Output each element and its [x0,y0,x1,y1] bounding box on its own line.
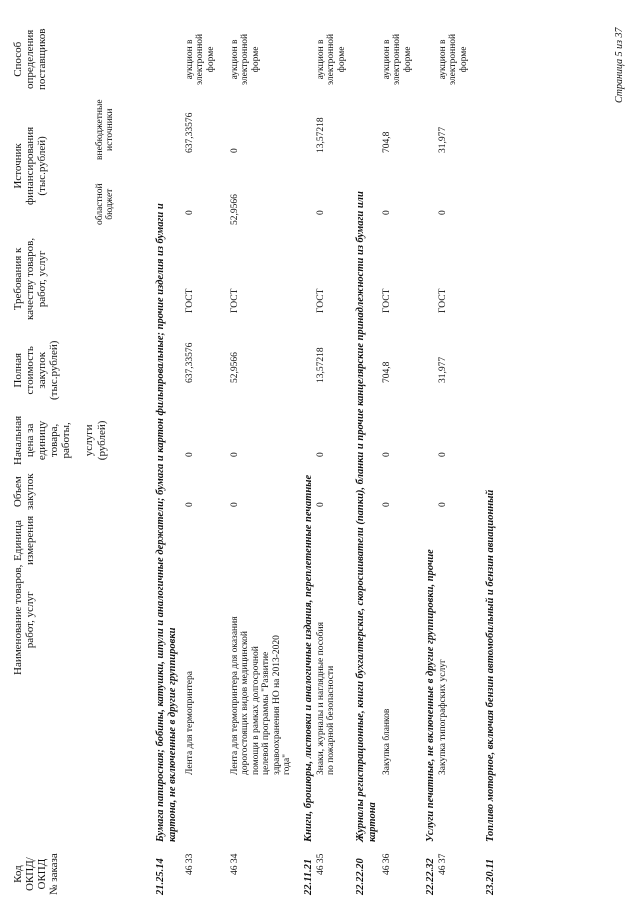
row-extra: 704,8 [382,131,392,153]
row-requirements: ГОСТ [382,288,392,313]
row-name: Лента для термопринтера для оказания дорогостоящих видов медицинской помощи в рамках долгосрочной целевой программы "Развитие здравоохранения НО на 2013-2020 года" [230,616,293,775]
row-volume: 0 [382,502,392,507]
row-requirements: ГОСТ [316,288,326,313]
row-method: аукцион в электронной форме [438,33,469,85]
row-regional: 0 [316,210,326,215]
row-requirements: ГОСТ [438,288,448,313]
row-code: 46 36 [382,853,392,875]
row-volume: 0 [185,502,195,507]
group-title: Журналы регистрационные, книги бухгалтерские, скоросшиватели (папки), бланки и прочие канцелярские принадлежности из бумаги или картона [355,191,378,842]
row-code: 46 37 [438,853,448,875]
row-total: 31,977 [438,356,448,383]
row-name: Лента для термопринтера [185,671,195,775]
header-start-price: Начальная цена за единицу товара, работы, услуги (рублей) [12,415,108,465]
row-name: Знаки, журналы и наглядные пособия по пожарной безопасности [316,622,337,775]
row-price: 0 [382,452,392,457]
row-extra: 13,57218 [316,117,326,153]
row-name: Закупка бланков [382,708,392,775]
row-method: аукцион в электронной форме [382,33,413,85]
group-title: Книги, брошюры, листовки и аналогичные издания, переплетенные печатные [303,474,314,842]
row-code: 46 34 [230,853,240,875]
row-total: 52,9566 [230,352,240,383]
group-code: 23.20.11 [485,858,496,895]
row-extra: 637,33576 [185,112,195,153]
row-volume: 0 [230,502,240,507]
header-unit: Единица измерения [12,515,37,565]
row-regional: 52,9566 [230,194,240,225]
row-regional: 0 [185,210,195,215]
page-number: Страница 5 из 37 [614,27,625,103]
header-source-extrabudget: внебюджетные источники [95,99,116,160]
header-source: Источник финансирования (тыс.рублей) [12,126,49,205]
row-method: аукцион в электронной форме [230,33,261,85]
row-price: 0 [230,452,240,457]
row-price: 0 [185,452,195,457]
header-source-regional: областной бюджет [95,183,116,225]
row-total: 13,57218 [316,347,326,383]
row-method: аукцион в электронной форме [185,33,216,85]
row-name: Закупка типографских услуг [438,659,448,775]
group-title: Бумага папиросная; бобины, катушки, шпули и аналогичные держатели; бумага и картон фильтровальные; прочие изделия из бумаги и картона, не включенные в другие группировки [155,203,178,842]
group-code: 22.11.21 [303,858,314,895]
group-title: Услуги печатные, не включенные в другие группировки, прочие [425,549,436,842]
row-total: 637,33576 [185,342,195,383]
row-extra: 31,977 [438,126,448,153]
header-requirements: Требования к качеству товаров, работ, услуг [12,237,49,320]
group-code: 21.25.14 [155,858,166,895]
header-name: Наименование товаров, работ, услуг [12,564,37,675]
row-code: 46 35 [316,853,326,875]
row-price: 0 [438,452,448,457]
row-requirements: ГОСТ [230,288,240,313]
row-price: 0 [316,452,326,457]
group-code: 22.22.32 [425,858,436,895]
row-total: 704,8 [382,361,392,383]
group-code: 22.22.20 [355,858,366,895]
row-volume: 0 [438,502,448,507]
header-full-cost: Полная стоимость закупок (тыс.рублей) [12,340,61,400]
row-code: 46 33 [185,853,195,875]
row-volume: 0 [316,502,326,507]
header-code: Код ОКПД/ ОКПД № заказа [12,853,61,895]
header-method: Способ определения поставщиков [12,28,49,90]
row-requirements: ГОСТ [185,288,195,313]
group-title: Топливо моторное, включая бензин автомобильный и бензин авиационный [485,489,496,842]
row-regional: 0 [438,210,448,215]
header-volume: Объем закупок [12,473,37,510]
row-extra: 0 [230,148,240,153]
row-regional: 0 [382,210,392,215]
row-method: аукцион в электронной форме [316,33,347,85]
